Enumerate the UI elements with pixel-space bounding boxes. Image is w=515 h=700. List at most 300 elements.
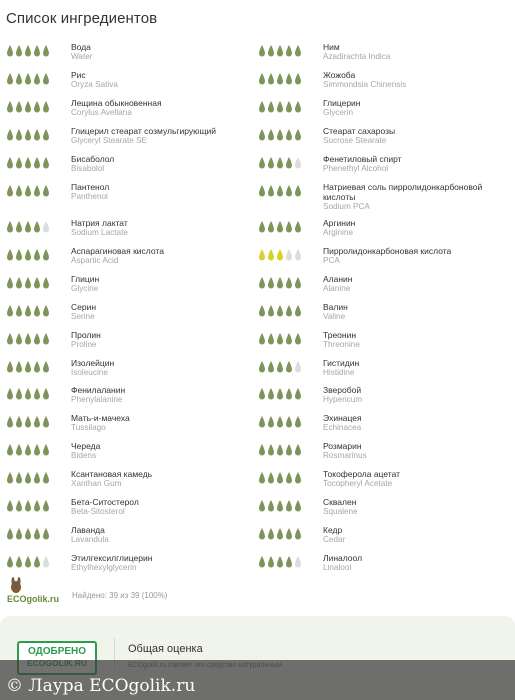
safety-rating — [258, 184, 302, 198]
rating-drop-icon — [6, 72, 14, 86]
ingredient-name-ru[interactable]: Натриевая соль пирролидонкарбоновой кислоты — [323, 181, 483, 202]
rating-drop-icon — [33, 44, 41, 58]
rating-drop-icon — [267, 415, 275, 429]
rating-drop-icon — [6, 156, 14, 170]
ingredient-name-latin: Lavandula — [71, 534, 109, 544]
rating-drop-icon — [42, 184, 50, 198]
rating-drop-icon — [33, 156, 41, 170]
ingredient-name-latin: Glycine — [71, 283, 99, 293]
rating-drop-icon — [42, 527, 50, 541]
ingredient-name-ru[interactable]: Серин — [71, 301, 97, 312]
ingredient-name-ru[interactable]: Эхинацея — [323, 413, 362, 424]
rating-drop-icon — [6, 128, 14, 142]
rating-drop-icon — [15, 443, 23, 457]
rating-drop-icon — [15, 387, 23, 401]
rating-drop-icon — [258, 555, 266, 569]
rating-drop-icon — [15, 128, 23, 142]
rating-drop-icon — [42, 220, 50, 234]
safety-rating — [6, 100, 50, 114]
ingredient-name-latin: Isoleucine — [71, 367, 108, 377]
rating-drop-icon — [285, 100, 293, 114]
ingredient-name-ru[interactable]: Аланин — [323, 273, 353, 284]
rating-drop-icon — [276, 471, 284, 485]
rating-drop-icon — [276, 387, 284, 401]
ingredient-name-latin: Proline — [71, 339, 97, 349]
rating-drop-icon — [267, 360, 275, 374]
rating-drop-icon — [258, 100, 266, 114]
ingredient-names — [323, 330, 508, 350]
safety-rating — [6, 248, 50, 262]
rating-drop-icon — [258, 128, 266, 142]
safety-rating — [6, 360, 50, 374]
logo-text: ECOgolik.ru — [7, 594, 60, 604]
safety-rating — [6, 471, 50, 485]
rating-drop-icon — [42, 248, 50, 262]
rating-drop-icon — [258, 72, 266, 86]
ingredient-name-latin: Sodium Lactate — [71, 228, 128, 237]
rating-drop-icon — [276, 276, 284, 290]
safety-rating — [6, 527, 50, 541]
ingredient-name-ru[interactable]: Этилгексилглицерин — [71, 552, 153, 563]
ingredient-name-ru[interactable]: Треонин — [323, 329, 357, 340]
ingredient-names — [323, 182, 508, 212]
rating-drop-icon — [276, 415, 284, 429]
rating-drop-icon — [24, 248, 32, 262]
rating-drop-icon — [6, 527, 14, 541]
rating-drop-icon — [33, 100, 41, 114]
safety-rating — [258, 100, 302, 114]
rating-drop-icon — [267, 128, 275, 142]
ingredient-names — [71, 98, 256, 118]
rating-drop-icon — [294, 443, 302, 457]
rating-drop-icon — [285, 332, 293, 346]
ingredient-names — [71, 525, 256, 545]
safety-rating — [6, 415, 50, 429]
safety-rating — [6, 156, 50, 170]
rating-drop-icon — [33, 128, 41, 142]
rating-drop-icon — [276, 100, 284, 114]
ingredient-names — [71, 413, 256, 433]
ingredient-name-latin: Aspartic Acid — [71, 255, 119, 265]
rating-drop-icon — [294, 304, 302, 318]
rating-drop-icon — [276, 499, 284, 513]
ingredient-names — [323, 70, 508, 90]
ingredient-names — [323, 441, 508, 461]
rating-drop-icon — [285, 128, 293, 142]
ingredient-name-ru[interactable]: Пантенол — [71, 181, 110, 192]
rating-drop-icon — [294, 276, 302, 290]
rating-drop-icon — [33, 527, 41, 541]
safety-rating — [258, 276, 302, 290]
ingredient-names — [71, 274, 256, 294]
safety-rating — [258, 248, 302, 262]
rating-drop-icon — [24, 128, 32, 142]
safety-rating — [258, 44, 302, 58]
ingredient-name-latin: Rosmarinus — [323, 451, 367, 461]
ingredient-name-ru[interactable]: Бета-Ситостерол — [71, 497, 139, 507]
rating-drop-icon — [276, 360, 284, 374]
ingredient-name-latin: Water — [71, 52, 93, 61]
rating-drop-icon — [258, 415, 266, 429]
rating-drop-icon — [285, 248, 293, 262]
ingredient-name-latin: Tussilago — [71, 423, 106, 433]
ingredient-name-ru[interactable]: Пролин — [71, 329, 101, 340]
ingredient-name-ru[interactable]: Вода — [71, 42, 91, 52]
ingredient-name-ru[interactable]: Пирролидонкарбоновая кислота — [323, 245, 452, 256]
rating-drop-icon — [6, 276, 14, 290]
ingredient-name-latin: Cedar — [323, 534, 346, 544]
rating-drop-icon — [285, 387, 293, 401]
ingredient-name-latin: Phenylalanine — [71, 395, 123, 405]
rating-drop-icon — [267, 304, 275, 318]
safety-rating — [258, 415, 302, 429]
ingredient-name-ru[interactable]: Линалоол — [323, 552, 363, 563]
ingredient-names — [71, 358, 256, 378]
rating-drop-icon — [33, 332, 41, 346]
rating-drop-icon — [294, 44, 302, 58]
rating-drop-icon — [6, 100, 14, 114]
rating-drop-icon — [24, 184, 32, 198]
rating-drop-icon — [258, 44, 266, 58]
rating-drop-icon — [6, 220, 14, 234]
ingredient-name-latin: Squalene — [323, 507, 358, 516]
ingredient-name-ru[interactable]: Мать-и-мачеха — [71, 413, 130, 424]
rating-drop-icon — [24, 555, 32, 569]
safety-rating — [258, 387, 302, 401]
ingredient-names — [323, 553, 508, 573]
ingredient-name-ru[interactable]: Сквален — [323, 497, 357, 507]
rating-drop-icon — [267, 276, 275, 290]
ingredient-names — [323, 218, 508, 238]
rating-drop-icon — [267, 499, 275, 513]
rating-drop-icon — [33, 304, 41, 318]
ingredient-name-ru[interactable]: Изолейцин — [71, 357, 115, 368]
rating-drop-icon — [6, 304, 14, 318]
rating-drop-icon — [285, 360, 293, 374]
ecogolik-logo — [6, 577, 62, 605]
rating-drop-icon — [267, 248, 275, 262]
rating-drop-icon — [24, 471, 32, 485]
rating-drop-icon — [267, 555, 275, 569]
rating-drop-icon — [294, 184, 302, 198]
rating-drop-icon — [294, 415, 302, 429]
rating-drop-icon — [258, 156, 266, 170]
ingredient-names — [71, 182, 256, 202]
ingredient-name-latin: Glyceryl Stearate SE — [71, 135, 147, 145]
rating-drop-icon — [33, 443, 41, 457]
rating-drop-icon — [267, 387, 275, 401]
safety-rating — [6, 72, 50, 86]
rating-drop-icon — [285, 156, 293, 170]
ingredient-name-latin: Ethylhexylglycerin — [71, 562, 137, 572]
ingredient-names — [323, 126, 508, 146]
ingredient-names — [71, 70, 256, 90]
rating-drop-icon — [15, 44, 23, 58]
rating-drop-icon — [33, 72, 41, 86]
watermark-text: © Лаура ECOgolik.ru — [6, 676, 196, 696]
rating-drop-icon — [42, 156, 50, 170]
rating-drop-icon — [42, 276, 50, 290]
ingredient-name-latin: Threonine — [323, 339, 360, 349]
ingredient-name-latin: Azadirachta Indica — [323, 52, 391, 61]
ingredient-names — [71, 42, 256, 62]
stamp-line-1: ОДОБРЕНО — [27, 646, 87, 657]
ingredient-name-latin: Arginine — [323, 228, 354, 237]
ingredient-name-ru[interactable]: Натрия лактат — [71, 218, 128, 228]
safety-rating — [258, 72, 302, 86]
rating-drop-icon — [276, 332, 284, 346]
ingredient-name-latin: Valine — [323, 311, 346, 321]
safety-rating — [258, 304, 302, 318]
rating-drop-icon — [6, 471, 14, 485]
rating-drop-icon — [24, 443, 32, 457]
ingredient-name-ru[interactable]: Розмарин — [323, 441, 362, 452]
ingredient-name-latin: Echinacea — [323, 423, 362, 433]
safety-rating — [258, 156, 302, 170]
rating-drop-icon — [258, 276, 266, 290]
ingredient-name-ru[interactable]: Аспарагиновая кислота — [71, 245, 164, 256]
ingredient-names — [71, 154, 256, 174]
rating-drop-icon — [42, 72, 50, 86]
rating-drop-icon — [42, 415, 50, 429]
ingredient-names — [323, 42, 508, 62]
ingredient-name-ru[interactable]: Ним — [323, 42, 340, 52]
safety-rating — [6, 128, 50, 142]
rating-drop-icon — [267, 527, 275, 541]
rating-drop-icon — [294, 100, 302, 114]
ingredient-names — [71, 553, 256, 573]
rating-drop-icon — [258, 387, 266, 401]
ingredient-name-ru[interactable]: Лаванда — [71, 524, 105, 535]
rating-drop-icon — [33, 360, 41, 374]
ingredient-name-ru[interactable]: Глицерин — [323, 97, 361, 108]
ingredient-names — [71, 302, 256, 322]
rating-drop-icon — [15, 248, 23, 262]
ingredient-name-latin: Corylus Avellana — [71, 107, 132, 117]
safety-rating — [6, 443, 50, 457]
rating-drop-icon — [33, 499, 41, 513]
rating-drop-icon — [42, 499, 50, 513]
ingredient-name-ru[interactable]: Рис — [71, 69, 86, 80]
rating-drop-icon — [285, 443, 293, 457]
ingredient-name-latin: Glycerin — [323, 107, 354, 117]
rating-drop-icon — [33, 220, 41, 234]
ingredient-name-ru[interactable]: Глицин — [71, 273, 100, 284]
ingredient-names — [323, 497, 508, 517]
ingredient-names — [323, 302, 508, 322]
ingredient-names — [71, 330, 256, 350]
rating-drop-icon — [6, 415, 14, 429]
safety-rating — [6, 220, 50, 234]
rating-drop-icon — [42, 555, 50, 569]
rating-drop-icon — [258, 332, 266, 346]
rating-drop-icon — [294, 499, 302, 513]
ingredient-name-ru[interactable]: Череда — [71, 441, 101, 452]
ingredient-name-latin: Panthenol — [71, 191, 108, 201]
rating-drop-icon — [267, 443, 275, 457]
rating-drop-icon — [6, 184, 14, 198]
rating-drop-icon — [285, 220, 293, 234]
rating-drop-icon — [15, 332, 23, 346]
ingredient-names — [323, 385, 508, 405]
ingredient-name-latin: Tocopheryl Acetate — [323, 479, 393, 489]
safety-rating — [6, 499, 50, 513]
ingredient-name-latin: Alanine — [323, 283, 351, 293]
rating-drop-icon — [24, 499, 32, 513]
ingredient-name-ru[interactable]: Лещина обыкновенная — [71, 97, 162, 108]
safety-rating — [6, 555, 50, 569]
ingredient-names — [71, 126, 256, 146]
rating-drop-icon — [42, 387, 50, 401]
rating-drop-icon — [258, 248, 266, 262]
rating-drop-icon — [285, 471, 293, 485]
ingredient-name-ru[interactable]: Фенетиловый спирт — [323, 153, 402, 164]
rating-drop-icon — [276, 527, 284, 541]
safety-rating — [6, 304, 50, 318]
rating-drop-icon — [294, 555, 302, 569]
rating-drop-icon — [294, 360, 302, 374]
rating-drop-icon — [24, 387, 32, 401]
safety-rating — [258, 527, 302, 541]
safety-rating — [6, 387, 50, 401]
rating-drop-icon — [285, 304, 293, 318]
rating-drop-icon — [33, 276, 41, 290]
safety-rating — [6, 184, 50, 198]
ingredient-name-latin: Simmondsia Chinensis — [323, 79, 407, 89]
rating-drop-icon — [267, 100, 275, 114]
rating-drop-icon — [6, 248, 14, 262]
ingredient-names — [323, 246, 508, 266]
rating-drop-icon — [33, 471, 41, 485]
rating-drop-icon — [24, 220, 32, 234]
ingredient-names — [323, 98, 508, 118]
rating-drop-icon — [24, 527, 32, 541]
ingredient-name-ru[interactable]: Бисаболол — [71, 153, 115, 164]
rating-drop-icon — [285, 44, 293, 58]
ingredient-name-ru[interactable]: Стеарат сахарозы — [323, 125, 396, 136]
rating-drop-icon — [285, 415, 293, 429]
rating-drop-icon — [294, 471, 302, 485]
rating-drop-icon — [267, 220, 275, 234]
ingredient-names — [323, 525, 508, 545]
ingredient-names — [323, 358, 508, 378]
rating-drop-icon — [6, 332, 14, 346]
rating-drop-icon — [42, 443, 50, 457]
ingredient-name-ru[interactable]: Ксантановая камедь — [71, 469, 153, 480]
rating-drop-icon — [6, 387, 14, 401]
rating-drop-icon — [24, 72, 32, 86]
safety-rating — [258, 471, 302, 485]
rating-drop-icon — [258, 184, 266, 198]
safety-rating — [258, 360, 302, 374]
rating-drop-icon — [15, 499, 23, 513]
rating-drop-icon — [276, 156, 284, 170]
ingredient-name-latin: Oryza Sativa — [71, 79, 118, 89]
safety-rating — [6, 332, 50, 346]
safety-rating — [258, 332, 302, 346]
rating-drop-icon — [258, 499, 266, 513]
ingredient-names — [71, 469, 256, 489]
safety-rating — [258, 443, 302, 457]
rating-drop-icon — [33, 387, 41, 401]
ingredient-names — [323, 154, 508, 174]
ingredient-names — [323, 274, 508, 294]
rating-drop-icon — [42, 100, 50, 114]
rating-drop-icon — [285, 555, 293, 569]
rating-drop-icon — [15, 527, 23, 541]
rating-drop-icon — [285, 527, 293, 541]
safety-rating — [258, 128, 302, 142]
rating-drop-icon — [33, 248, 41, 262]
ingredient-names — [71, 497, 256, 517]
rating-drop-icon — [258, 304, 266, 318]
rating-drop-icon — [15, 156, 23, 170]
rating-drop-icon — [15, 360, 23, 374]
rating-drop-icon — [15, 304, 23, 318]
ingredient-name-latin: Bidens — [71, 451, 97, 461]
rating-drop-icon — [15, 184, 23, 198]
rating-drop-icon — [276, 220, 284, 234]
ingredient-name-ru[interactable]: Гистидин — [323, 357, 360, 368]
rating-drop-icon — [6, 555, 14, 569]
rating-drop-icon — [267, 332, 275, 346]
rating-drop-icon — [294, 248, 302, 262]
rating-drop-icon — [258, 443, 266, 457]
rating-drop-icon — [24, 415, 32, 429]
rating-drop-icon — [267, 72, 275, 86]
rating-drop-icon — [276, 44, 284, 58]
ingredient-name-latin: PCA — [323, 255, 340, 265]
rating-drop-icon — [42, 360, 50, 374]
rating-drop-icon — [294, 332, 302, 346]
rating-drop-icon — [294, 387, 302, 401]
rating-drop-icon — [285, 184, 293, 198]
rating-drop-icon — [24, 332, 32, 346]
rating-drop-icon — [276, 443, 284, 457]
rating-drop-icon — [24, 360, 32, 374]
rating-drop-icon — [285, 499, 293, 513]
ingredient-name-latin: Hypericum — [323, 395, 363, 405]
rating-drop-icon — [24, 156, 32, 170]
safety-rating — [258, 220, 302, 234]
ingredient-name-latin: Serine — [71, 311, 95, 321]
rating-drop-icon — [285, 276, 293, 290]
ingredient-name-latin: Linalool — [323, 562, 352, 572]
rating-drop-icon — [258, 360, 266, 374]
ingredient-name-ru[interactable]: Жожоба — [323, 69, 356, 80]
ingredient-name-ru[interactable]: Кедр — [323, 524, 343, 535]
rating-drop-icon — [294, 527, 302, 541]
rating-drop-icon — [33, 555, 41, 569]
ingredient-name-ru[interactable]: Фенилаланин — [71, 385, 126, 396]
ingredient-name-latin: Bisabolol — [71, 163, 105, 173]
rating-drop-icon — [267, 156, 275, 170]
ingredient-name-ru[interactable]: Валин — [323, 301, 348, 312]
ingredient-name-latin: Beta-Sitosterol — [71, 507, 125, 516]
page-title: Список ингредиентов — [6, 10, 158, 27]
rating-drop-icon — [24, 100, 32, 114]
ingredient-name-ru[interactable]: Аргинин — [323, 218, 356, 228]
ingredient-names — [323, 469, 508, 489]
rating-drop-icon — [258, 220, 266, 234]
ingredient-name-ru[interactable]: Зверобой — [323, 385, 362, 396]
rating-drop-icon — [15, 471, 23, 485]
rating-drop-icon — [24, 44, 32, 58]
rating-drop-icon — [6, 360, 14, 374]
ingredient-name-ru[interactable]: Глицерил стеарат созмульгирующий — [71, 125, 217, 136]
rating-drop-icon — [42, 304, 50, 318]
ingredient-name-ru[interactable]: Токоферола ацетат — [323, 469, 401, 480]
